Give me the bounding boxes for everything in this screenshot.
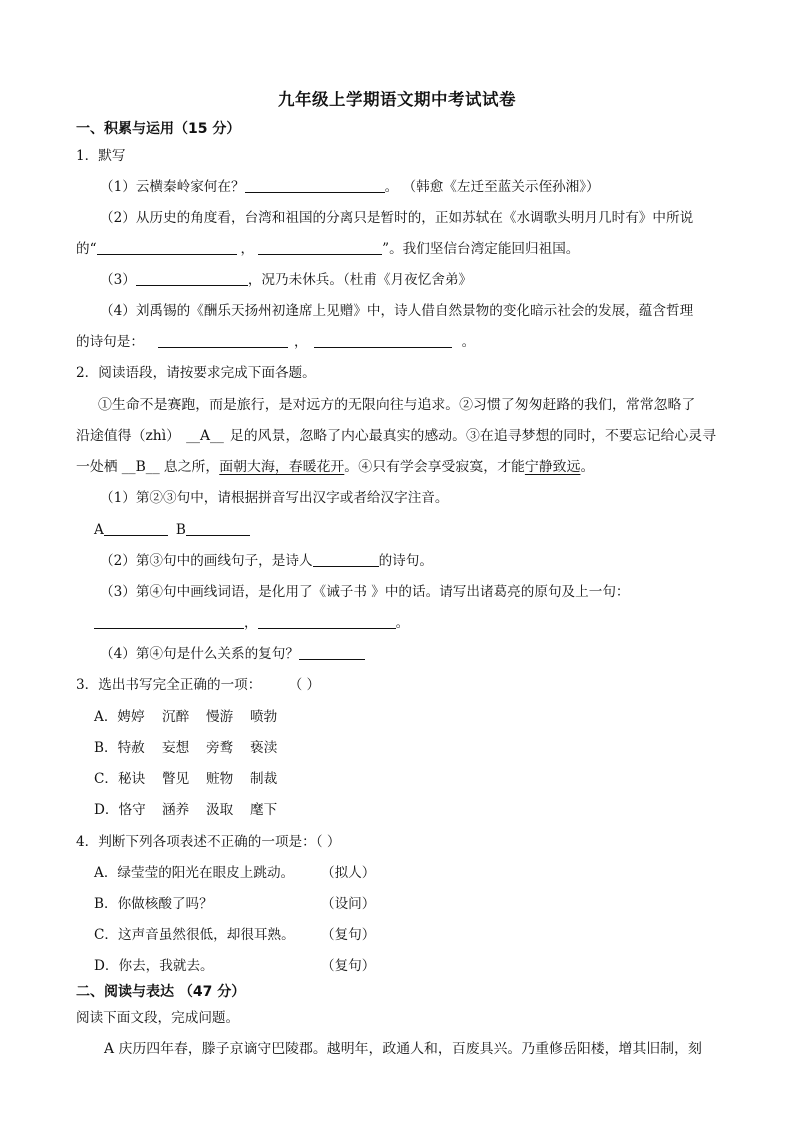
q1-item-4-cont: 的诗句是： ， 。 — [76, 334, 476, 350]
q1-item-4: （4）刘禹锡的《酬乐天扬州初逢席上见赠》中，诗人借自然景物的变化暗示社会的发展，蕴含哲理 — [100, 303, 694, 319]
q2-sub-2: （2）第③句中的画线句子，是诗人 的诗句。 — [100, 553, 433, 569]
q1-item-3: （3） ，况乃未休兵。（杜甫《月夜忆舍弟》 — [100, 272, 473, 288]
answer-blank[interactable] — [104, 521, 168, 536]
blank-b: __B__ — [121, 459, 160, 475]
q4-option-b[interactable]: B．你做核酸了吗？ （设问） — [94, 896, 376, 912]
answer-blank[interactable] — [158, 333, 288, 348]
question-4-label: 4．判断下列各项表述不正确的一项是：（ ） — [76, 834, 341, 850]
q3-option-b[interactable]: B．特赦 妄想 旁鹜 亵渎 — [94, 740, 278, 756]
reading-passage-line-1: A 庆历四年春，滕子京谪守巴陵郡。越明年，政通人和，百废具兴。乃重修岳阳楼，增其旧制，刻 — [104, 1041, 702, 1057]
q2-sub-4: （4）第④句是什么关系的复句？ — [100, 645, 365, 663]
q3-option-c[interactable]: C．秘诀 瞥见 赃物 制裁 — [94, 771, 278, 787]
underlined-sentence: 面朝大海，春暖花开 — [219, 459, 345, 475]
question-3-label: 3．选出书写完全正确的一项： （ ） — [76, 677, 321, 693]
reading-intro: 阅读下面文段，完成问题。 — [76, 1010, 240, 1026]
answer-blank[interactable] — [97, 240, 237, 255]
answer-blank[interactable] — [258, 614, 396, 629]
underlined-phrase: 宁静致远 — [524, 459, 581, 475]
answer-blank[interactable] — [313, 552, 379, 567]
question-2-label: 2．阅读语段，请按要求完成下面各题。 — [76, 365, 316, 381]
section-heading-1: 一、积累与运用（15 分） — [76, 121, 241, 137]
q3-option-a[interactable]: A．娉婷 沉醉 慢游 喷勃 — [94, 709, 278, 725]
q4-option-a[interactable]: A．绿莹莹的阳光在眼皮上跳动。 （拟人） — [94, 865, 376, 881]
q1-item-2-cont: 的“ ， ”。我们坚信台湾定能回归祖国。 — [76, 241, 580, 257]
q2-sub-1-answers: A B — [94, 521, 250, 539]
q2-passage-line-3: 一处栖 __B__ 息之所，面朝大海，春暖花开。④只有学会享受寂寞，才能宁静致远。 — [76, 459, 595, 475]
answer-blank[interactable] — [245, 178, 385, 193]
answer-blank[interactable] — [136, 271, 248, 286]
section-heading-2: 二、阅读与表达 （47 分） — [76, 984, 246, 1000]
answer-blank[interactable] — [299, 645, 365, 660]
page-title: 九年级上学期语文期中考试试卷 — [278, 90, 516, 109]
q2-passage-line-2: 沿途值得（zhì） __A__ 足的风景，忽略了内心最真实的感动。③在追寻梦想的同时，不要忘记给心灵寻 — [76, 428, 717, 444]
q4-option-d[interactable]: D．你去，我就去。 （复句） — [94, 958, 376, 974]
answer-blank[interactable] — [186, 521, 250, 536]
answer-blank[interactable] — [258, 240, 382, 255]
question-1-label: 1．默写 — [76, 148, 126, 164]
q2-sub-3: （3）第④句中画线词语，是化用了《诫子书 》中的话。请写出诸葛亮的原句及上一句： — [100, 584, 630, 600]
q2-passage-line-1: ①生命不是赛跑，而是旅行，是对远方的无限向往与追求。②习惯了匆匆赶路的我们，常常忽略了 — [98, 397, 696, 413]
q3-option-d[interactable]: D．恪守 涵养 汲取 麾下 — [94, 802, 278, 818]
q1-item-2: （2）从历史的角度看，台湾和祖国的分离只是暂时的，正如苏轼在《水调歌头明月几时有》中所说 — [100, 210, 694, 226]
blank-a: __A__ — [186, 428, 224, 444]
q1-item-1: （1）云横秦岭家何在？ 。 （韩愈《左迁至蓝关示侄孙湘》） — [100, 179, 600, 195]
q4-option-c[interactable]: C．这声音虽然很低，却很耳熟。 （复句） — [94, 927, 376, 943]
q2-sub-3-answers: ， 。 — [94, 614, 409, 632]
q2-sub-1: （1）第②③句中，请根据拼音写出汉字或者给汉字注音。 — [100, 490, 449, 506]
answer-blank[interactable] — [314, 333, 452, 348]
answer-blank[interactable] — [94, 614, 244, 629]
answer-parentheses[interactable]: （ ） — [295, 677, 321, 693]
